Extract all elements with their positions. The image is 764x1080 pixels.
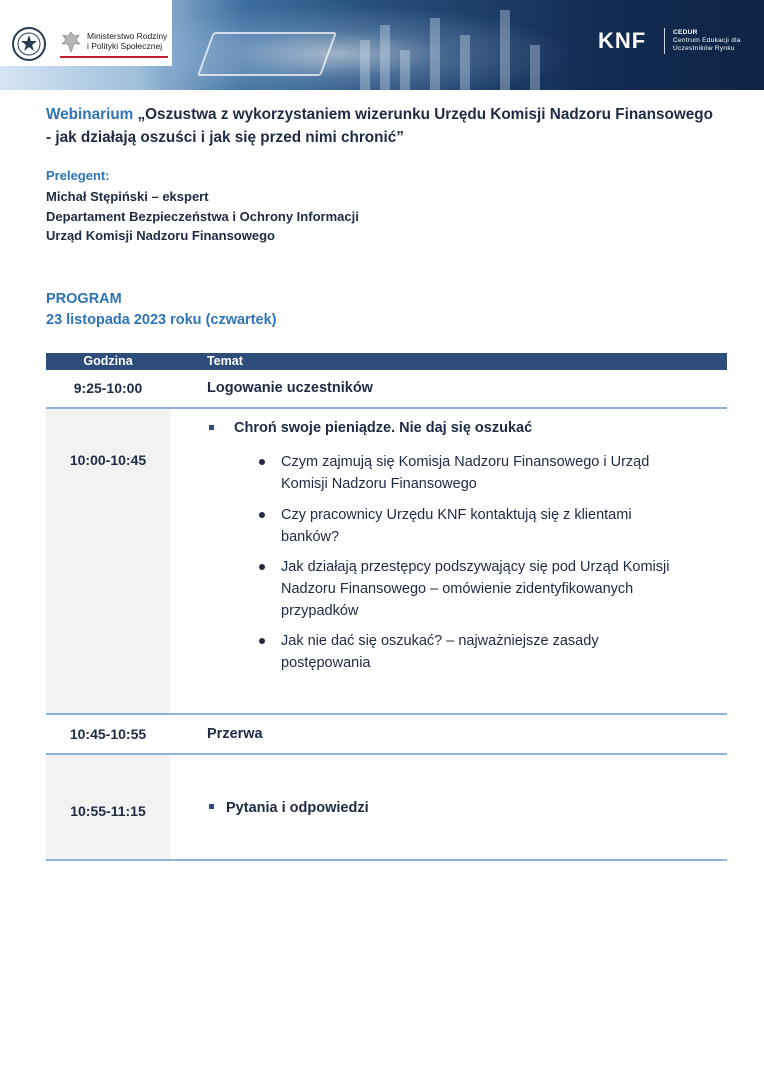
program-heading — [46, 289, 277, 331]
list-item-line: postępowania — [281, 655, 371, 671]
logo-divider — [664, 28, 665, 54]
list-item-line: Komisji Nadzoru Finansowego — [281, 476, 477, 492]
square-bullet-icon — [209, 804, 214, 809]
banner-decor — [400, 50, 410, 90]
cedur-line-1: Centrum Edukacji dla — [673, 37, 741, 44]
row-topic: Chroń swoje pieniądze. Nie daj się oszukać — [234, 420, 533, 436]
police-badge-icon — [11, 26, 47, 62]
bullet-dot-icon — [259, 564, 265, 570]
header-banner — [0, 0, 764, 90]
cedur-logo — [673, 29, 741, 53]
list-item-line: Jak działają przestępcy podszywający się pod Urząd Komisji — [281, 559, 670, 575]
ministry-line-2: i Polityki Społecznej — [87, 41, 163, 51]
list-item — [281, 451, 721, 495]
ministry-name — [87, 31, 167, 51]
list-item — [281, 504, 721, 548]
partner-logos — [0, 0, 172, 66]
bullet-dot-icon — [259, 638, 265, 644]
banner-decor — [500, 10, 510, 90]
row-time: 10:00-10:45 — [69, 452, 147, 468]
list-item — [281, 630, 721, 674]
table-row — [46, 409, 727, 715]
knf-logo: KNF — [598, 28, 647, 53]
row-time: 9:25-10:00 — [73, 380, 143, 396]
banner-decor — [530, 45, 540, 90]
table-row — [46, 715, 727, 755]
list-item-line: Nadzoru Finansowego – omówienie zidentyfikowanych — [281, 581, 634, 597]
table-row — [46, 370, 727, 409]
speaker-name: Michał Stępiński – ekspert — [46, 189, 209, 204]
laptop-screen-graphic — [197, 32, 337, 76]
row-topic: Przerwa — [207, 726, 263, 742]
list-item-line: Jak nie dać się oszukać? – najważniejsze zasady — [281, 633, 599, 649]
banner-decor — [430, 18, 440, 90]
cedur-title: CEDUR — [673, 29, 698, 36]
list-item-line: przypadków — [281, 603, 359, 619]
row-topic: Pytania i odpowiedzi — [226, 800, 369, 816]
list-item — [281, 556, 721, 622]
speaker-department: Departament Bezpieczeństwa i Ochrony Informacji — [46, 208, 359, 224]
bullet-dot-icon — [259, 459, 265, 465]
bullet-dot-icon — [259, 512, 265, 518]
banner-decor — [460, 35, 470, 90]
speaker-label: Prelegent: — [46, 168, 110, 183]
eagle-emblem-icon — [60, 30, 82, 54]
ministry-underline — [60, 56, 168, 58]
list-item-line: Czym zajmują się Komisja Nadzoru Finansowego i Urząd — [281, 454, 650, 470]
title-line-1: „Oszustwa z wykorzystaniem wizerunku Urzędu Komisji Nadzoru Finansowego — [133, 106, 713, 123]
speaker-details — [46, 187, 359, 246]
column-header-topic: Temat — [207, 354, 243, 368]
table-header — [46, 353, 727, 370]
title-label: Webinarium — [46, 106, 134, 123]
program-label: PROGRAM — [46, 291, 122, 307]
row-time: 10:55-11:15 — [70, 803, 146, 819]
banner-decor — [380, 25, 390, 90]
list-item-line: banków? — [281, 529, 340, 545]
ministry-line-1: Ministerstwo Rodziny — [87, 31, 168, 41]
webinar-title — [46, 103, 736, 149]
title-line-2: - jak działają oszuści i jak się przed nimi chronić” — [46, 129, 404, 146]
cedur-line-2: Uczestników Rynku — [673, 45, 735, 52]
speaker-office: Urząd Komisji Nadzoru Finansowego — [46, 228, 275, 243]
column-header-time: Godzina — [83, 354, 133, 368]
table-row — [46, 755, 727, 861]
row-time: 10:45-10:55 — [69, 726, 147, 742]
row-topic: Logowanie uczestników — [207, 380, 373, 396]
banner-decor — [360, 40, 370, 90]
list-item-line: Czy pracownicy Urzędu KNF kontaktują się z klientami — [281, 507, 632, 523]
square-bullet-icon — [209, 425, 214, 430]
program-date: 23 listopada 2023 roku (czwartek) — [46, 312, 277, 328]
